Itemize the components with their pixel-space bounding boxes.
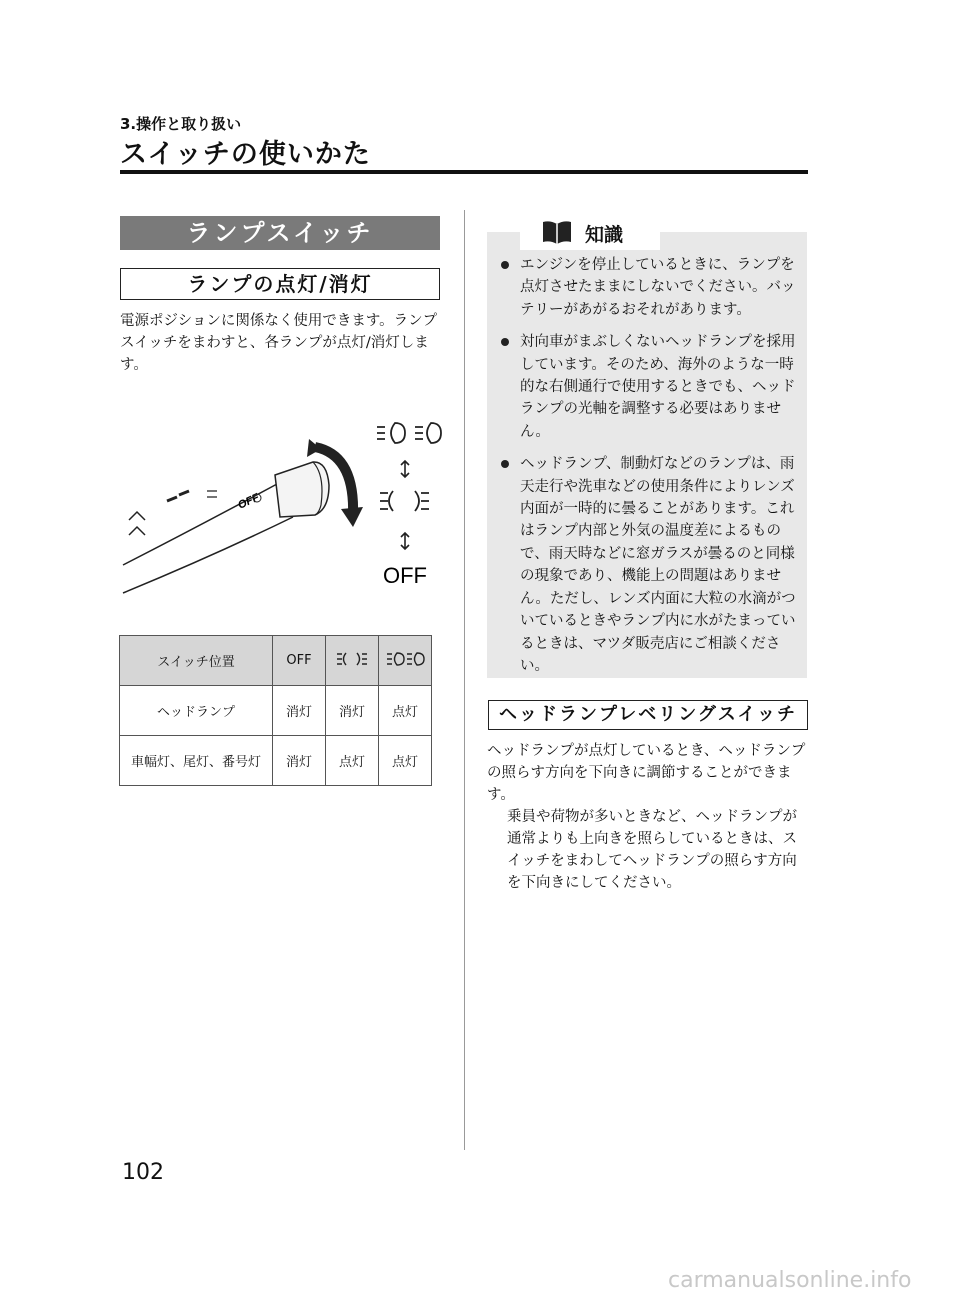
table-cell: 点灯 — [379, 736, 432, 786]
leveling-title: ヘッドランプレベリングスイッチ — [488, 700, 808, 730]
parking-lamp-icon — [380, 491, 429, 511]
updown-arrow-icon — [401, 533, 409, 549]
title-rule — [120, 170, 808, 174]
page-title: スイッチの使いかた — [120, 139, 371, 170]
table-cell: 消灯 — [273, 686, 326, 736]
table-cell: 点灯 — [379, 686, 432, 736]
table-cell — [379, 636, 432, 686]
watermark: carmanualsonline.info — [668, 1268, 912, 1293]
section-title: ランプスイッチ — [120, 216, 440, 250]
lamp-table — [119, 635, 432, 786]
table-row — [120, 686, 432, 736]
dimmer-arrows-icon — [167, 491, 189, 501]
list-item — [498, 453, 800, 677]
subsection-title: ランプの点灯/消灯 — [120, 268, 440, 300]
note-item-text: エンジンを停止しているときに、ランプを点灯させたままにしないでください。バッテリーがあがるおそれがあります。 — [520, 257, 796, 318]
note-title: 知識 — [585, 224, 624, 246]
headlamp-icon — [385, 650, 425, 668]
off-label: OFF — [383, 563, 427, 588]
note-item-text: ヘッドランプ、制動灯などのランプは、雨天走行や洗車などの使用条件によりレンズ内面が一時的に曇ることがあります。これはランプ内部と外気の温度差によるもので、雨天時などに窓ガラスが曇るのと同様の現象であり、機能上の問題はありません。ただし、レンズ内面に大粒の水滴がついているときやランプ内に水がたまっているときは、マツダ販売店にご相談ください。 — [520, 456, 796, 674]
column-divider — [464, 210, 465, 1150]
list-item — [498, 331, 800, 443]
flash-arrows-icon — [129, 512, 145, 535]
intro-text: 電源ポジションに関係なく使用できます。ランプスイッチをまわすと、各ランプが点灯/消灯します。 — [120, 313, 438, 373]
table-row — [120, 736, 432, 786]
lamp-switch-diagram — [115, 405, 445, 605]
table-cell: 消灯 — [326, 686, 379, 736]
table-cell: 点灯 — [326, 736, 379, 786]
parking-lamp-icon — [335, 650, 369, 668]
table-cell: OFF — [273, 636, 326, 686]
leveling-text: ヘッドランプが点灯しているとき、ヘッドランプの照らす方向を下向きに調節することができます。 — [487, 743, 806, 803]
table-cell: 消灯 — [273, 736, 326, 786]
table-cell: ヘッドランプ — [120, 686, 273, 736]
chapter-label: 3.操作と取り扱い — [120, 115, 242, 133]
table-cell — [326, 636, 379, 686]
book-icon — [540, 218, 574, 246]
table-cell: 車幅灯、尾灯、番号灯 — [120, 736, 273, 786]
note-list — [498, 254, 800, 687]
leveling-subtext: 乗員や荷物が多いときなど、ヘッドランプが通常よりも上向きを照らしているときは、スイッチをまわしてヘッドランプの照らす方向を下向きにしてください。 — [507, 809, 797, 891]
knob-off-label: OFF — [236, 491, 262, 512]
headlamp-icon — [377, 423, 441, 443]
updown-arrow-icon — [401, 461, 409, 477]
table-cell: スイッチ位置 — [120, 636, 273, 686]
page-number: 102 — [122, 1160, 164, 1185]
table-header-row — [120, 636, 432, 686]
list-item — [498, 254, 800, 321]
note-item-text: 対向車がまぶしくないヘッドランプを採用しています。そのため、海外のような一時的な右側通行で使用するときでも、ヘッドランプの光軸を調整する必要はありません。 — [520, 334, 796, 440]
